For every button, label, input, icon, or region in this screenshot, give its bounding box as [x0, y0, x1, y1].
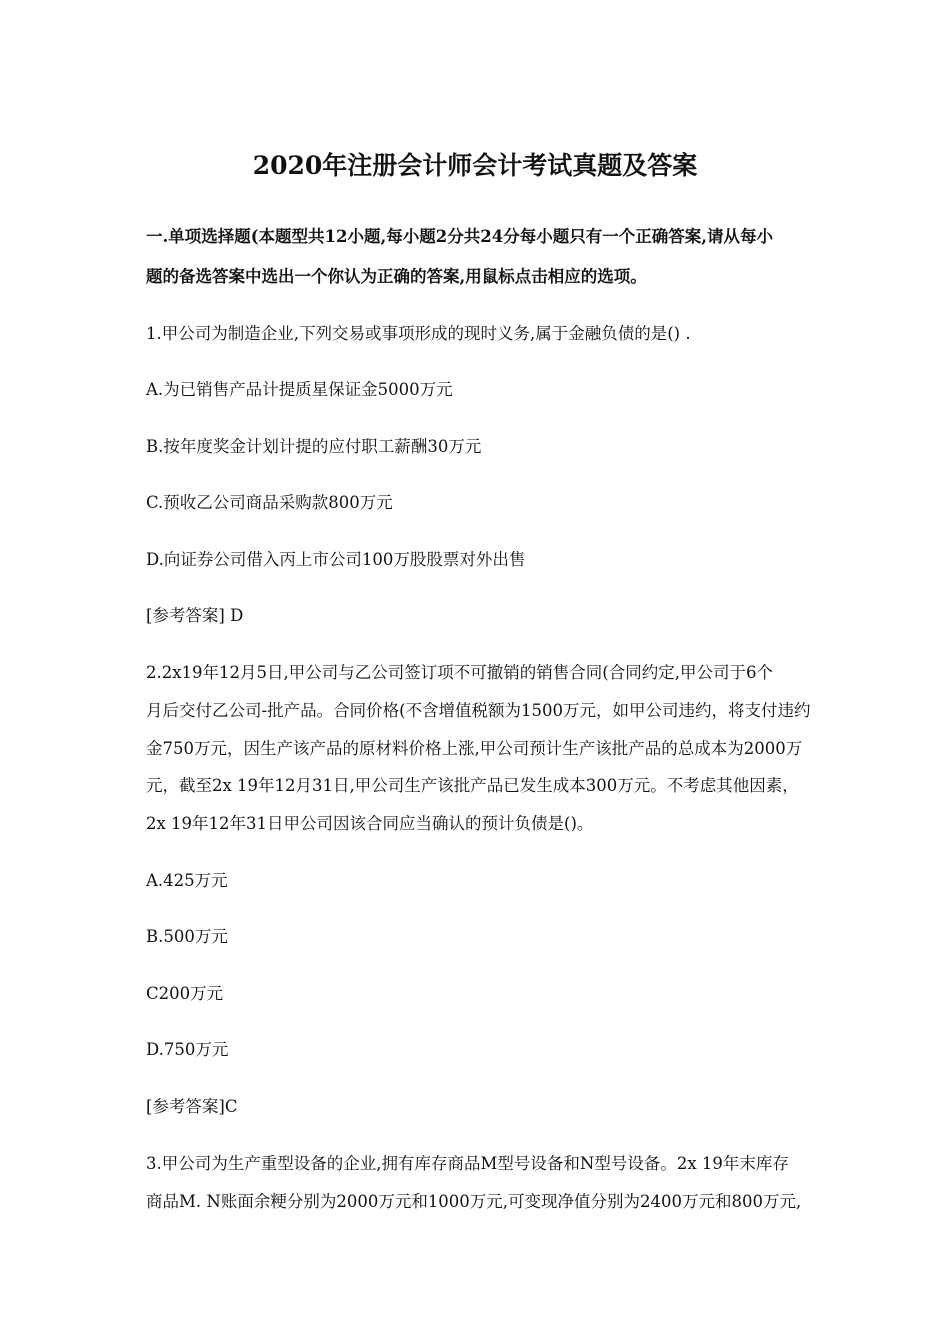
q1-option-a: A.为已销售产品计提质星保证金5000万元	[146, 380, 453, 399]
q2-option-d: D.750万元	[146, 1040, 229, 1059]
q1-stem: 1.甲公司为制造企业,下列交易或事项形成的现时义务,属于金融负债的是() .	[146, 324, 691, 343]
q2-option-c: C200万元	[146, 984, 224, 1003]
document-title: 2020年注册会计师会计考试真题及答案	[252, 151, 698, 180]
section-heading-line-1: 一.单项选择题(本题型共12小题,每小题2分共24分每小题只有一个正确答案,请从每小	[146, 227, 773, 246]
section-heading-line-2: 题的备选答案中选出一个你认为正确的答案,用鼠标点击相应的选项。	[146, 267, 647, 286]
q3-stem-line-2: 商品M. N账面余粳分别为2000万元和1000万元,可变现净值分别为2400万元和800万元,	[146, 1192, 802, 1211]
q3-stem-line-1: 3.甲公司为生产重型设备的企业,拥有库存商品M型号设备和N型号设备。2x 19年末库存	[146, 1154, 789, 1173]
q2-stem-line-3: 金750万元，因生产该产品的原材料价格上涨,甲公司预计生产该批产品的总成本为2000万	[146, 739, 803, 758]
q2-answer: [参考答案]C	[146, 1097, 238, 1116]
q1-option-c: C.预收乙公司商品采购款800万元	[146, 493, 393, 512]
q2-option-a: A.425万元	[146, 871, 228, 890]
q2-stem-line-1: 2.2x19年12月5日,甲公司与乙公司签订项不可撤销的销售合同(合同约定,甲公司于6个	[146, 663, 773, 682]
q2-stem-line-4: 元，截至2x 19年12月31日,甲公司生产该批产品已发生成本300万元。不考虑其他因素，	[146, 776, 799, 795]
q1-option-d: D.向证券公司借入丙上市公司100万股股票对外出售	[146, 550, 526, 569]
q1-option-b: B.按年度奖金计划计提的应付职工薪酬30万元	[146, 437, 482, 456]
q2-stem-line-5: 2x 19年12年31日甲公司因该合同应当确认的预计负债是()。	[146, 814, 594, 833]
q1-answer: [参考答案] D	[146, 606, 244, 625]
q2-stem-line-2: 月后交付乙公司-批产品。合同价格(不含增值税额为1500万元，如甲公司违约，将支付违约	[146, 701, 811, 720]
q2-option-b: B.500万元	[146, 927, 228, 946]
